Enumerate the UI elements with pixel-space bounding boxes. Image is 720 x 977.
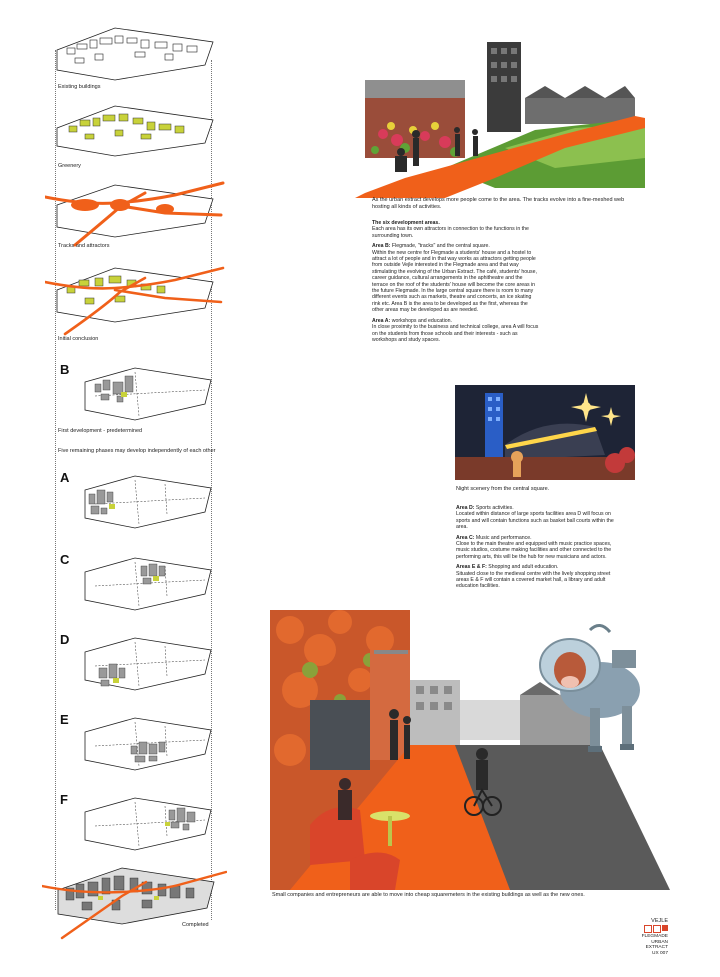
logo-urban-extract: URBAN EXTRACT xyxy=(645,939,668,950)
area-ef-subtitle: Shopping and adult education. xyxy=(486,564,559,571)
label-tracks: Tracks and attractors xyxy=(58,243,110,249)
phase-letter-f: F xyxy=(60,792,68,807)
area-c-title: Area C: xyxy=(456,534,475,541)
phase-letter-e: E xyxy=(60,712,69,727)
project-logo xyxy=(628,918,668,956)
caption-street-photo: Small companies and entrepreneurs are able to move into cheap squaremeters in the existing buildings as well as the new ones. xyxy=(272,892,585,898)
logo-squares xyxy=(628,925,668,933)
top-collage-photo xyxy=(335,38,645,198)
area-b-subtitle: Flegmade, "tracks" and the central square. xyxy=(390,243,490,250)
caption-night-photo: Night scenery from the central square. xyxy=(456,486,550,492)
text-block-areas-dcef xyxy=(456,505,624,594)
label-existing-buildings: Existing buildings xyxy=(58,84,101,90)
label-first-development: First development - predetermined xyxy=(58,428,143,434)
area-d-title: Area D: xyxy=(456,505,475,511)
phase-letter-b: B xyxy=(60,362,70,377)
intro-text: Each area has its own attractors in connection to the functions in the surrounding town. xyxy=(372,226,529,239)
diagram-existing-buildings xyxy=(55,20,215,90)
logo-square-2 xyxy=(653,925,661,933)
label-greenery: Greenery xyxy=(58,163,81,169)
street-collage-photo xyxy=(270,610,675,890)
logo-square-1 xyxy=(644,925,652,933)
diagram-greenery xyxy=(55,98,215,163)
phase-letter-a: A xyxy=(60,470,70,485)
logo-square-3 xyxy=(662,925,668,931)
area-c-subtitle: Music and performance. xyxy=(474,534,532,541)
diagram-phase-b xyxy=(55,362,215,430)
text-block-development-areas xyxy=(372,220,540,347)
area-a-body: In close proximity to the business and technical college, area A will focus on the students from those schools and their interests - such as workshops and study spaces. xyxy=(372,324,539,343)
diagram-phase-c xyxy=(55,552,215,620)
diagram-column xyxy=(0,0,230,977)
night-scene-photo xyxy=(455,385,635,480)
diagram-initial xyxy=(45,258,225,338)
diagram-phase-d xyxy=(55,632,215,700)
area-ef-title: Areas E & F: xyxy=(456,564,487,571)
diagram-phase-f xyxy=(55,792,215,860)
diagram-phase-a xyxy=(55,470,215,538)
area-c-body: Close to the main theatre and equipped with music practice spaces, music studios, costume making facilities and other connected to the performing arts, this will be the hub for new musicians and actors. xyxy=(456,541,612,560)
label-initial: Initial conclusion xyxy=(58,336,99,342)
area-b-title: Area B: xyxy=(372,243,391,250)
label-phases-note: Five remaining phases may develop independently of each other xyxy=(58,448,216,454)
phase-letter-d: D xyxy=(60,632,70,647)
caption-top-photo: As the urban extract develops more people come to the area. The tracks evolve into a fine-meshed web hosting all kinds of activities. xyxy=(372,197,625,210)
label-completed: Completed xyxy=(182,922,209,928)
area-d-subtitle: Sports activities. xyxy=(474,505,514,511)
logo-flegmade: FLEGMADE xyxy=(641,934,668,939)
area-b-body: Within the new centre for Flegmade a students' house and a hostel to attract a lot of people and in that way works as attractors getting people from outside Vejle interested in the Flegmade area and that way stimulating the evolving of the Urban Extract. The café, students' house, career guidance, cultural arrangements in the aphitheatre and the terrace on the roof of the students' house will become the core areas in the future Flegmade. In the large central square there is room to many different events such as markets, theatre and concerts, an ice skating rink etc. Area B is the area to be developed as the first, whereas the other areas may be developed as are needed. xyxy=(372,249,537,314)
area-a-title: Area A: xyxy=(372,317,391,324)
phase-letter-c: C xyxy=(60,552,70,567)
logo-vejle: VEJLE xyxy=(651,918,668,924)
area-d-body: Located within distance of large sports facilities area D will focus on sports and will contain functions such as basket ball courts within the area. xyxy=(456,511,614,531)
diagram-tracks xyxy=(45,175,225,250)
area-ef-body: Situated close to the medieval centre with the lively shopping street areas E & F will contain a covered market hall, a library and adult education facilities. xyxy=(456,570,611,590)
area-a-subtitle: workshops and education. xyxy=(390,317,452,324)
heading-six-areas: The six development areas. xyxy=(372,220,440,226)
logo-code: UX 007 xyxy=(652,950,668,956)
diagram-phase-e xyxy=(55,712,215,780)
